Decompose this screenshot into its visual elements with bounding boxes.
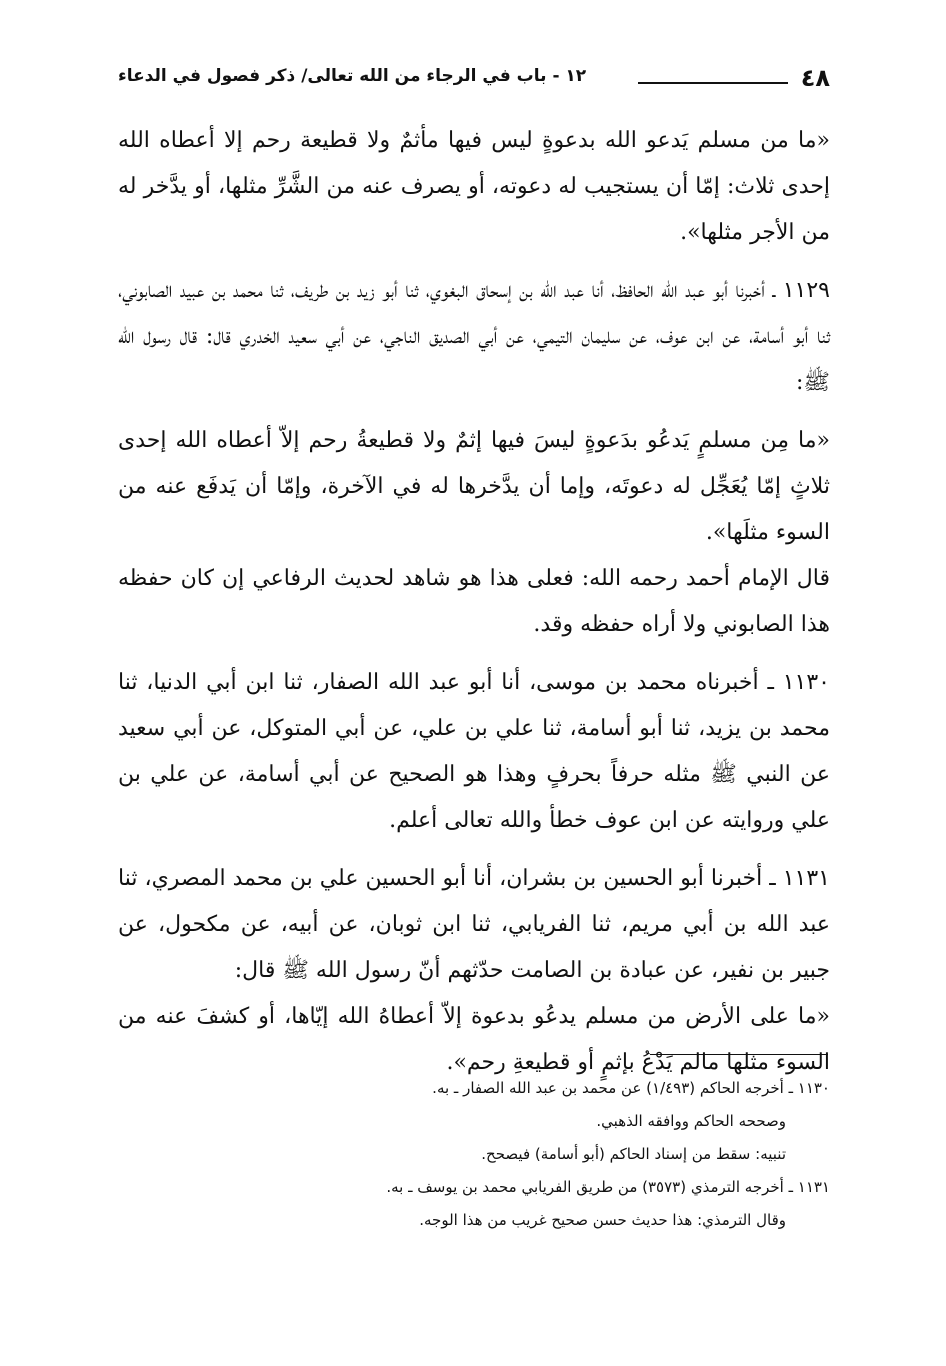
hadith-paragraph: «ما على الأرض من مسلم يدعُو بدعوة إلاّ أعطاهُ الله إيّاها، أو كشفَ عنه من السوء مثلها مالم يَدْعُ بإثمٍ أو قطيعةِ رحم». — [118, 1004, 830, 1075]
header-rule — [638, 82, 788, 84]
commentary-paragraph: قال الإمام أحمد رحمه الله: فعلى هذا هو شاهد لحديث الرفاعي إن كان حفظه هذا الصابوني ولا أراه حفظه وقد. — [118, 566, 830, 637]
isnad-paragraph-1130: ١١٣٠ ـ أخبرناه محمد بن موسى، أنا أبو عبد الله الصفار، ثنا ابن أبي الدنيا، ثنا محمد بن يزيد، ثنا أبو أسامة، ثنا علي بن علي، عن أبي المتوكل، عن أبي سعيد عن النبي ﷺ مثله حرفاً بحرفٍ وهذا هو الصحيح عن أبي أسامة، عن علي بن علي وروايته عن ابن عوف خطأ والله تعالى أعلم. — [118, 670, 830, 833]
hadith-paragraph: «ما مِن مسلمٍ يَدعُو بدَعوةٍ ليسَ فيها إثمٌ ولا قطيعةُ رحم إلاّ أعطاه الله إحدى ثلاثٍ إمّا يُعَجِّل له دعوتَه، وإما أن يدَّخرها له في الآخرة، وإمّا أن يَدفَع عنه من السوء مثلَها». — [118, 428, 830, 545]
footnotes — [118, 1072, 830, 1237]
footnote-line: وصححه الحاكم ووافقه الذهبي. — [596, 1112, 786, 1130]
running-title: ١٢ - باب في الرجاء من الله تعالى/ ذكر فصول في الدعاء — [118, 66, 587, 86]
footnote-1130: ١١٣٠ ـ أخرجه الحاكم (١/٤٩٣) عن محمد بن عبد الله الصفار ـ به. — [432, 1079, 830, 1097]
footnote-rule — [650, 1054, 828, 1055]
page-header — [118, 60, 830, 100]
footnote-1131: ١١٣١ ـ أخرجه الترمذي (٣٥٧٣) من طريق الفريابي محمد بن يوسف ـ به. — [386, 1178, 830, 1196]
footnote-line: وقال الترمذي: هذا حديث حسن صحيح غريب من هذا الوجه. — [419, 1211, 786, 1229]
isnad-paragraph-1131: ١١٣١ ـ أخبرنا أبو الحسين بن بشران، أنا أبو الحسين علي بن محمد المصري، ثنا عبد الله بن أبي مريم، ثنا الفريابي، ثنا ابن ثوبان، عن أبيه، عن مكحول، عن جبير بن نفير، عن عبادة بن الصامت حدّثهم أنّ رسول الله ﷺ قال: — [118, 866, 830, 983]
main-text — [118, 118, 830, 1098]
isnad-paragraph-1129: ١١٢٩ ـ أخبرنا أبو عبد الله الحافظ، أنا عبد الله بن إسحاق البغوي، ثنا أبو زيد بن طريف، ثنا محمد بن عبيد الصابوني، ثنا أبو أسامة، عن ابن عوف، عن سليمان التيمي، عن أبي الصديق الناجي، عن أبي سعيد الخدري قال: قال رسول الله ﷺ: — [118, 278, 830, 395]
hadith-paragraph: «ما من مسلم يَدعو الله بدعوةٍ ليس فيها مأثمٌ ولا قطيعة رحم إلا أعطاه الله إحدى ثلاث: إمّا أن يستجيب له دعوته، أو يصرف عنه من الشَّرِّ مثلها، أو يدَّخر له من الأجر مثلها». — [118, 128, 830, 245]
footnote-line: تنبيه: سقط من إسناد الحاكم (أبو أسامة) فيصحح. — [481, 1145, 786, 1163]
page-number: ٤٨ — [800, 64, 830, 92]
